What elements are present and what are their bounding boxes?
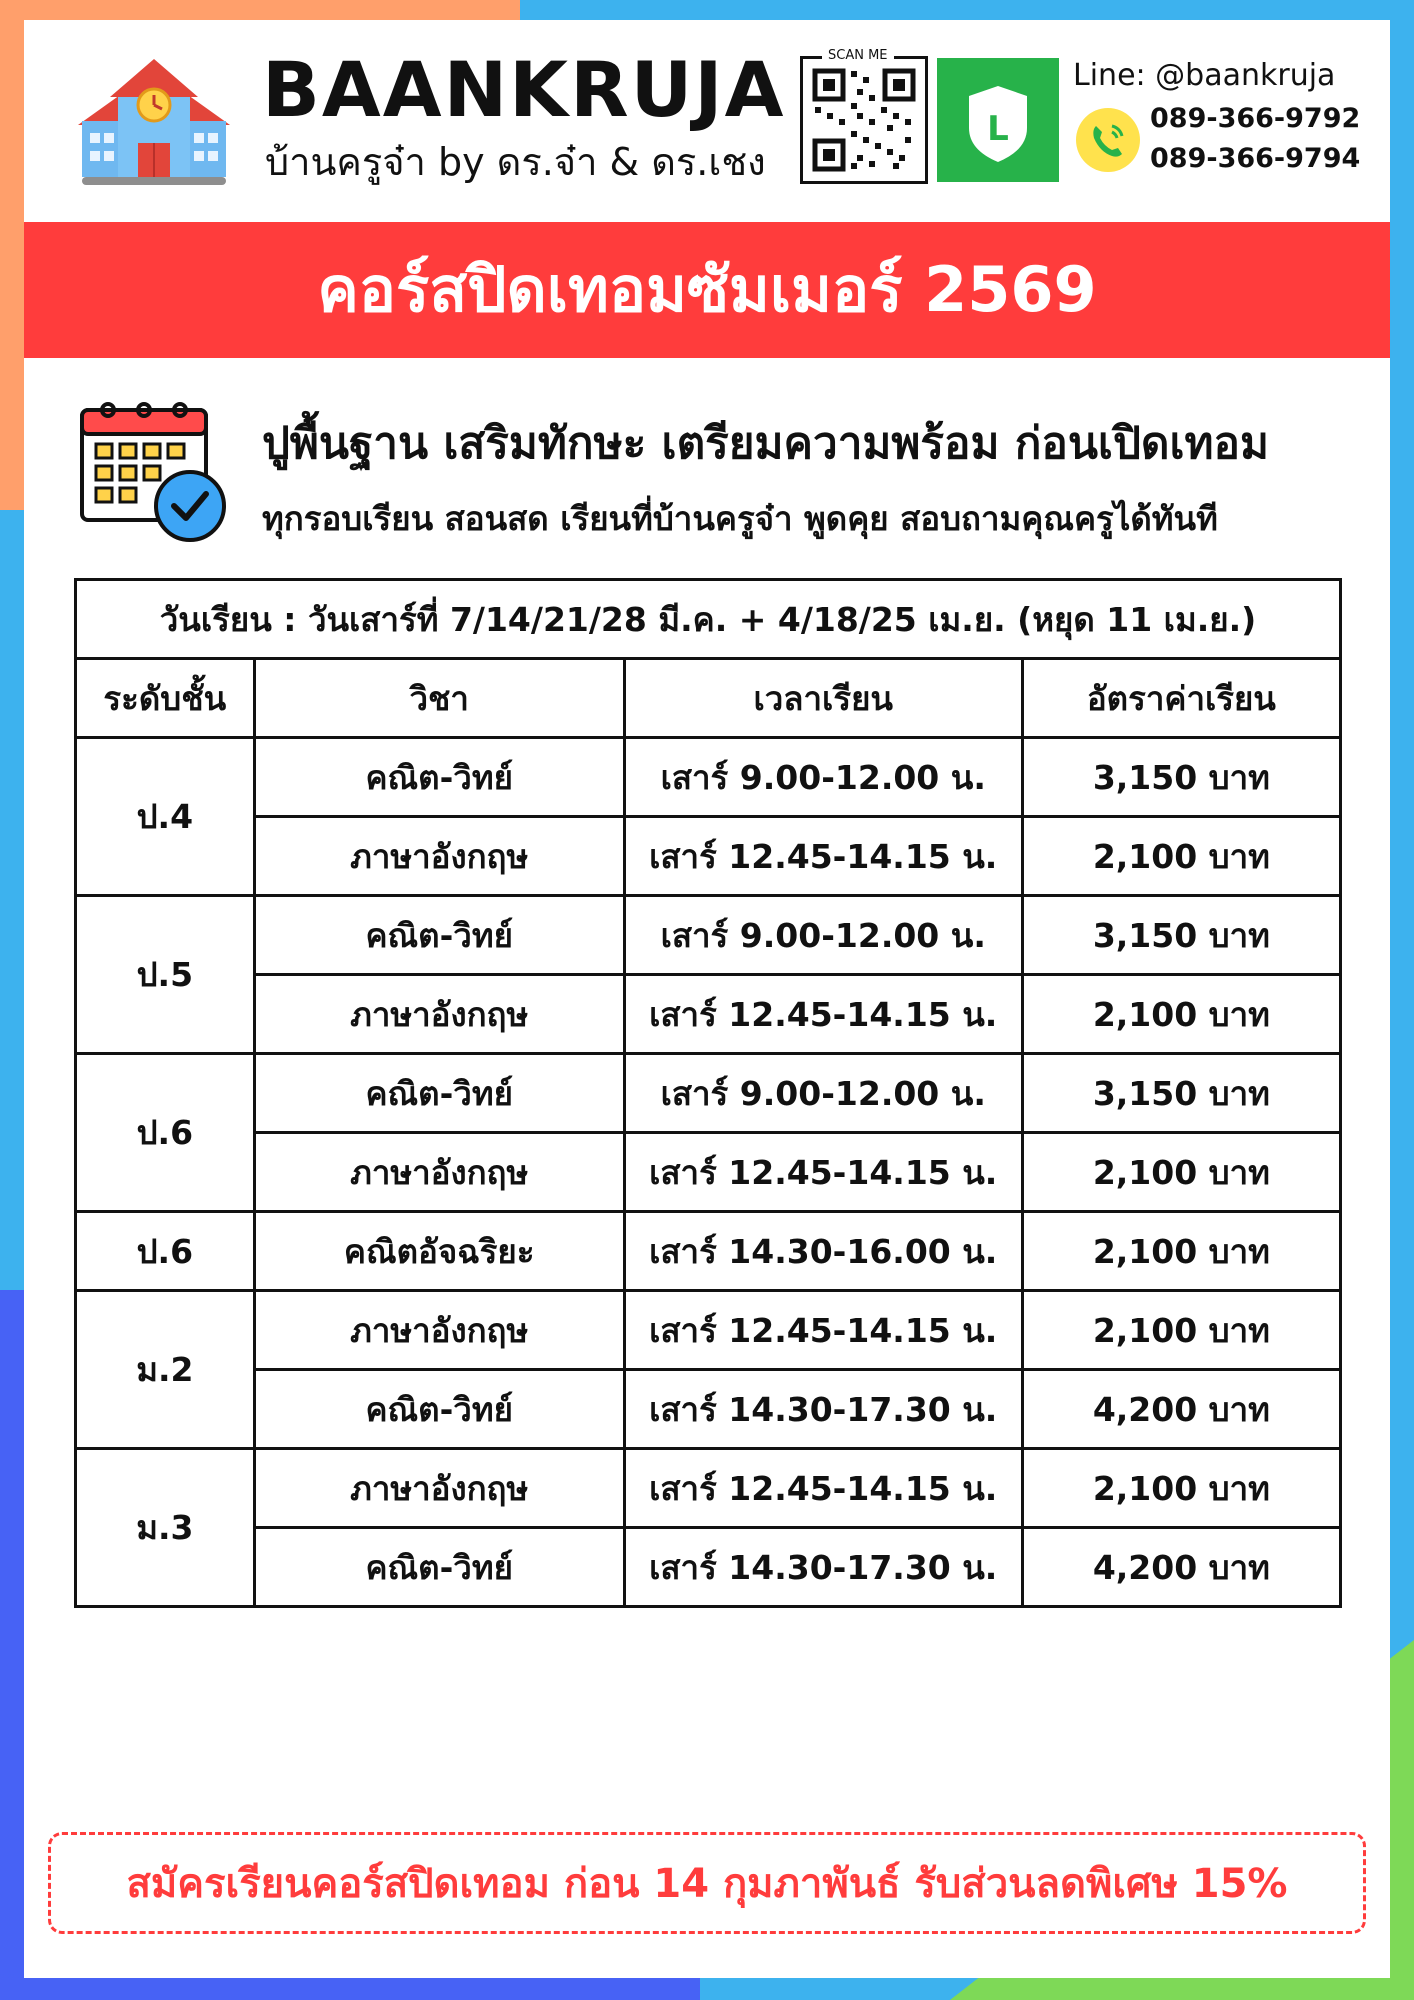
header-subject: วิชา — [254, 659, 624, 738]
price-cell: 2,100 บาท — [1022, 1291, 1340, 1370]
banner-title: คอร์สปิดเทอมซัมเมอร์ 2569 — [317, 253, 1097, 326]
level-cell: ป.4 — [76, 738, 255, 896]
level-cell: ม.2 — [76, 1291, 255, 1449]
table-header-row — [76, 659, 1341, 738]
level-cell: ป.5 — [76, 896, 255, 1054]
time-cell: เสาร์ 9.00-12.00 น. — [624, 1054, 1022, 1133]
time-cell: เสาร์ 14.30-17.30 น. — [624, 1370, 1022, 1449]
line-id[interactable]: Line: @baankruja — [1073, 58, 1336, 93]
subject-cell: ภาษาอังกฤษ — [254, 1449, 624, 1528]
phone-icon — [1076, 108, 1140, 172]
schedule-table — [74, 578, 1342, 1608]
time-cell: เสาร์ 9.00-12.00 น. — [624, 896, 1022, 975]
header-price: อัตราค่าเรียน — [1022, 659, 1340, 738]
subject-cell: ภาษาอังกฤษ — [254, 1291, 624, 1370]
time-cell: เสาร์ 9.00-12.00 น. — [624, 738, 1022, 817]
level-cell: ป.6 — [76, 1054, 255, 1212]
price-cell: 2,100 บาท — [1022, 1133, 1340, 1212]
tagline: ปูพื้นฐาน เสริมทักษะ เตรียมความพร้อม ก่อนเปิดเทอม — [262, 418, 1269, 469]
time-cell: เสาร์ 12.45-14.15 น. — [624, 1291, 1022, 1370]
subject-cell: คณิต-วิทย์ — [254, 1528, 624, 1607]
calendar-check-icon — [78, 398, 228, 548]
line-app-icon[interactable] — [937, 58, 1059, 182]
school-house-icon — [78, 55, 230, 185]
table-row — [76, 1212, 1341, 1291]
subject-cell: คณิต-วิทย์ — [254, 896, 624, 975]
table-row — [76, 896, 1341, 975]
subject-cell: ภาษาอังกฤษ — [254, 975, 624, 1054]
promo-banner: สมัครเรียนคอร์สปิดเทอม ก่อน 14 กุมภาพันธ์ รับส่วนลดพิเศษ 15% — [48, 1832, 1366, 1934]
subline: ทุกรอบเรียน สอนสด เรียนที่บ้านครูจ๋า พูดคุย สอบถามคุณครูได้ทันที — [262, 499, 1218, 538]
subject-cell: คณิต-วิทย์ — [254, 1370, 624, 1449]
table-row — [76, 975, 1341, 1054]
price-cell: 2,100 บาท — [1022, 1449, 1340, 1528]
subject-cell: ภาษาอังกฤษ — [254, 1133, 624, 1212]
price-cell: 2,100 บาท — [1022, 1212, 1340, 1291]
table-row — [76, 1528, 1341, 1607]
time-cell: เสาร์ 14.30-17.30 น. — [624, 1528, 1022, 1607]
phone-number-2[interactable]: 089-366-9794 — [1150, 143, 1361, 174]
time-cell: เสาร์ 12.45-14.15 น. — [624, 817, 1022, 896]
phone-number-1[interactable]: 089-366-9792 — [1150, 103, 1361, 134]
header-level: ระดับชั้น — [76, 659, 255, 738]
price-cell: 4,200 บาท — [1022, 1528, 1340, 1607]
subject-cell: คณิตอัจฉริยะ — [254, 1212, 624, 1291]
time-cell: เสาร์ 14.30-16.00 น. — [624, 1212, 1022, 1291]
title-banner — [24, 222, 1390, 358]
table-row — [76, 1370, 1341, 1449]
subject-cell: ภาษาอังกฤษ — [254, 817, 624, 896]
time-cell: เสาร์ 12.45-14.15 น. — [624, 1449, 1022, 1528]
svg-text:L: L — [987, 109, 1009, 149]
qr-code-icon[interactable] — [800, 56, 928, 184]
brand-subtitle: บ้านครูจ๋า by ดร.จ๋า & ดร.เชง — [265, 140, 766, 184]
price-cell: 3,150 บาท — [1022, 1054, 1340, 1133]
price-cell: 2,100 บาท — [1022, 817, 1340, 896]
table-row — [76, 738, 1341, 817]
level-cell: ป.6 — [76, 1212, 255, 1291]
price-cell: 4,200 บาท — [1022, 1370, 1340, 1449]
time-cell: เสาร์ 12.45-14.15 น. — [624, 975, 1022, 1054]
brand-title: BAANKRUJA — [262, 45, 786, 134]
price-cell: 3,150 บาท — [1022, 896, 1340, 975]
subject-cell: คณิต-วิทย์ — [254, 1054, 624, 1133]
table-row — [76, 1291, 1341, 1370]
table-row — [76, 1449, 1341, 1528]
subject-cell: คณิต-วิทย์ — [254, 738, 624, 817]
table-row — [76, 1054, 1341, 1133]
header-time: เวลาเรียน — [624, 659, 1022, 738]
study-days: วันเรียน : วันเสาร์ที่ 7/14/21/28 มี.ค. + 4/18/25 เม.ย. (หยุด 11 เม.ย.) — [76, 580, 1341, 659]
time-cell: เสาร์ 12.45-14.15 น. — [624, 1133, 1022, 1212]
table-row — [76, 817, 1341, 896]
price-cell: 3,150 บาท — [1022, 738, 1340, 817]
price-cell: 2,100 บาท — [1022, 975, 1340, 1054]
table-row — [76, 1133, 1341, 1212]
qr-label: SCAN ME — [822, 48, 894, 63]
level-cell: ม.3 — [76, 1449, 255, 1607]
